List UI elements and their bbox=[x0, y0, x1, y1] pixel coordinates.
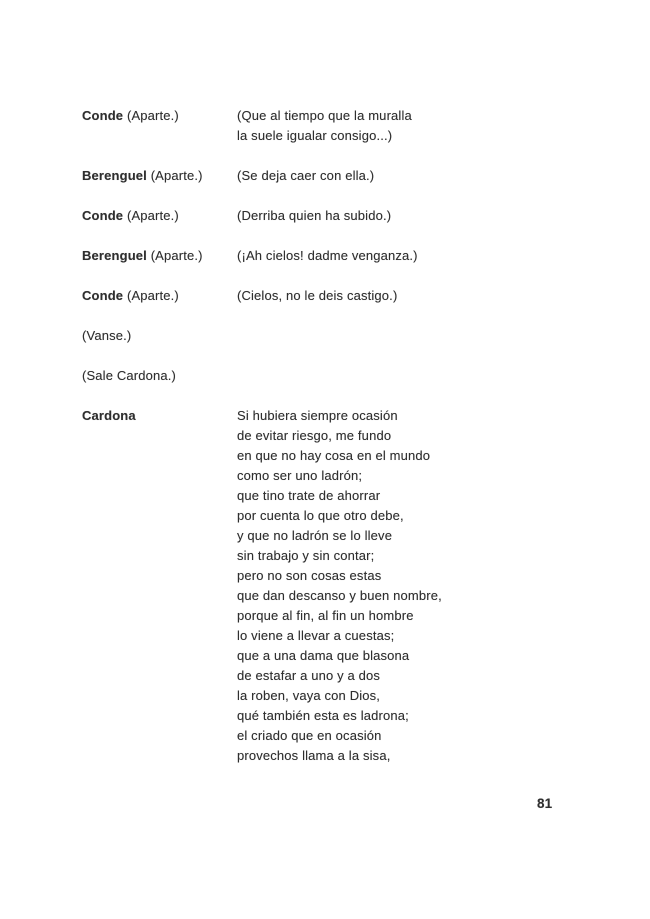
dialogue-text bbox=[237, 286, 610, 306]
inline-stage-direction: (Aparte.) bbox=[150, 248, 203, 263]
speech-line: pero no son cosas estas bbox=[237, 568, 382, 583]
speaker-name: Cardona bbox=[82, 408, 136, 423]
dialogue-row bbox=[82, 166, 610, 186]
stage-direction: (Vanse.) bbox=[82, 328, 132, 343]
page-number: 81 bbox=[537, 796, 553, 811]
speech-line: por cuenta lo que otro debe, bbox=[237, 508, 404, 523]
speaker-cell bbox=[82, 166, 237, 186]
dialogue-line: (Derriba quien ha subido.) bbox=[237, 208, 392, 223]
dialogue-text bbox=[237, 166, 610, 186]
speaker-cell bbox=[82, 246, 237, 266]
dialogue-row bbox=[82, 406, 610, 766]
speaker-name: Conde bbox=[82, 288, 124, 303]
speech-line: Si hubiera siempre ocasión bbox=[237, 408, 398, 423]
dialogue-text bbox=[237, 246, 610, 266]
dialogue-line: (Se deja caer con ella.) bbox=[237, 168, 375, 183]
dialogue-line: la suele igualar consigo...) bbox=[237, 128, 393, 143]
speech-line: provechos llama a la sisa, bbox=[237, 748, 391, 763]
speaker-name: Conde bbox=[82, 208, 124, 223]
dialogue-text bbox=[237, 206, 610, 226]
dialogue-row bbox=[82, 106, 610, 146]
speech-line: que tino trate de ahorrar bbox=[237, 488, 381, 503]
speaker-name: Berenguel bbox=[82, 168, 147, 183]
dialogue-line: (Que al tiempo que la muralla bbox=[237, 108, 412, 123]
speaker-cell bbox=[82, 286, 237, 306]
speaker-cell bbox=[82, 206, 237, 226]
dialogue-row bbox=[82, 206, 610, 226]
speech-line: en que no hay cosa en el mundo bbox=[237, 448, 431, 463]
dialogue-line: (Cielos, no le deis castigo.) bbox=[237, 288, 398, 303]
dialogue-row bbox=[82, 286, 610, 306]
speaker-name: Conde bbox=[82, 108, 124, 123]
inline-stage-direction: (Aparte.) bbox=[126, 208, 179, 223]
speech-line: y que no ladrón se lo lleve bbox=[237, 528, 393, 543]
inline-stage-direction: (Aparte.) bbox=[126, 288, 179, 303]
speaker-name: Berenguel bbox=[82, 248, 147, 263]
speech-line: que a una dama que blasona bbox=[237, 648, 410, 663]
speech-text bbox=[237, 406, 610, 766]
stage-direction: (Sale Cardona.) bbox=[82, 368, 177, 383]
speaker-cell bbox=[82, 406, 237, 426]
speech-line: lo viene a llevar a cuestas; bbox=[237, 628, 395, 643]
speech-line: como ser uno ladrón; bbox=[237, 468, 363, 483]
speech-line: de estafar a uno y a dos bbox=[237, 668, 381, 683]
speech-line: el criado que en ocasión bbox=[237, 728, 382, 743]
speech-line: que dan descanso y buen nombre, bbox=[237, 588, 442, 603]
speech-line: porque al fin, al fin un hombre bbox=[237, 608, 414, 623]
speech-line: la roben, vaya con Dios, bbox=[237, 688, 381, 703]
speaker-cell bbox=[82, 106, 237, 126]
inline-stage-direction: (Aparte.) bbox=[150, 168, 203, 183]
dialogue-row bbox=[82, 246, 610, 266]
dialogue-text bbox=[237, 106, 610, 146]
speech-line: de evitar riesgo, me fundo bbox=[237, 428, 392, 443]
speech-line: sin trabajo y sin contar; bbox=[237, 548, 375, 563]
speech-line: qué también esta es ladrona; bbox=[237, 708, 409, 723]
dialogue-line: (¡Ah cielos! dadme venganza.) bbox=[237, 248, 418, 263]
inline-stage-direction: (Aparte.) bbox=[126, 108, 179, 123]
